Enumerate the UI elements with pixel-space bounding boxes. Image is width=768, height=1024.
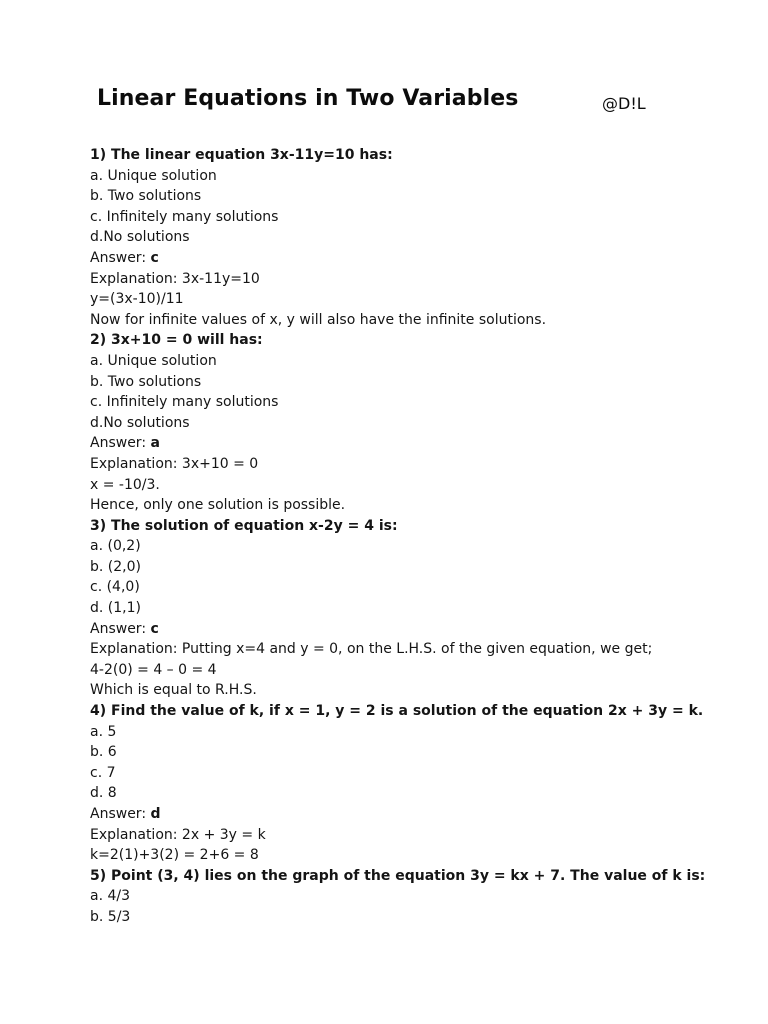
option-a: a. 5 [90, 723, 117, 740]
option-c: c. Infinitely many solutions [90, 394, 279, 411]
question-list [90, 145, 730, 928]
explanation-line: x = -10/3. [90, 476, 160, 493]
explanation-line: Explanation: 3x-11y=10 [90, 270, 260, 287]
option-c: c. (4,0) [90, 579, 140, 596]
explanation-line: Hence, only one solution is possible. [90, 497, 346, 514]
explanation-line: k=2(1)+3(2) = 2+6 = 8 [90, 847, 259, 864]
question-text: 2) 3x+10 = 0 will has: [90, 332, 263, 349]
answer-label: Answer: [90, 806, 151, 822]
answer-line [90, 804, 730, 825]
author-tag: @D!L [602, 94, 646, 113]
answer-line [90, 248, 730, 269]
question-text: 3) The solution of equation x-2y = 4 is: [90, 517, 398, 534]
question-text: 1) The linear equation 3x-11y=10 has: [90, 147, 393, 163]
option-c: c. 7 [90, 764, 116, 781]
explanation-line: Explanation: 2x + 3y = k [90, 826, 266, 843]
option-b: b. 6 [90, 744, 117, 761]
option-c: c. Infinitely many solutions [90, 208, 279, 225]
answer-label: Answer: [90, 620, 151, 637]
answer-value: c [150, 620, 159, 637]
answer-line [90, 433, 730, 454]
option-b: b. Two solutions [90, 373, 202, 390]
option-d: d.No solutions [90, 229, 190, 246]
question-text: 5) Point (3, 4) lies on the graph of the equation 3y = kx + 7. The value of k is: [90, 867, 706, 884]
answer-value: d [150, 806, 161, 822]
option-b: b. 5/3 [90, 908, 131, 925]
option-d: d.No solutions [90, 414, 190, 431]
document-title: Linear Equations in Two Variables [97, 86, 519, 111]
answer-value: a [150, 435, 160, 452]
explanation-line: Explanation: 3x+10 = 0 [90, 455, 259, 472]
option-a: a. Unique solution [90, 167, 217, 184]
option-b: b. (2,0) [90, 558, 141, 575]
explanation-line: Explanation: Putting x=4 and y = 0, on the L.H.S. of the given equation, we get; [90, 641, 653, 658]
option-a: a. Unique solution [90, 352, 217, 369]
option-a: a. (0,2) [90, 538, 141, 555]
answer-value: c [150, 249, 159, 266]
option-d: d. (1,1) [90, 600, 141, 617]
option-d: d. 8 [90, 785, 117, 802]
option-b: b. Two solutions [90, 188, 202, 205]
question-text: 4) Find the value of k, if x = 1, y = 2 is a solution of the equation 2x + 3y = k. [90, 703, 704, 720]
answer-label: Answer: [90, 435, 151, 452]
explanation-line: 4-2(0) = 4 – 0 = 4 [90, 661, 217, 678]
option-a: a. 4/3 [90, 888, 131, 905]
explanation-line: Now for infinite values of x, y will also have the infinite solutions. [90, 311, 547, 328]
explanation-line: Which is equal to R.H.S. [90, 682, 257, 699]
explanation-line: y=(3x-10)/11 [90, 291, 184, 308]
answer-line [90, 619, 730, 640]
answer-label: Answer: [90, 249, 151, 266]
